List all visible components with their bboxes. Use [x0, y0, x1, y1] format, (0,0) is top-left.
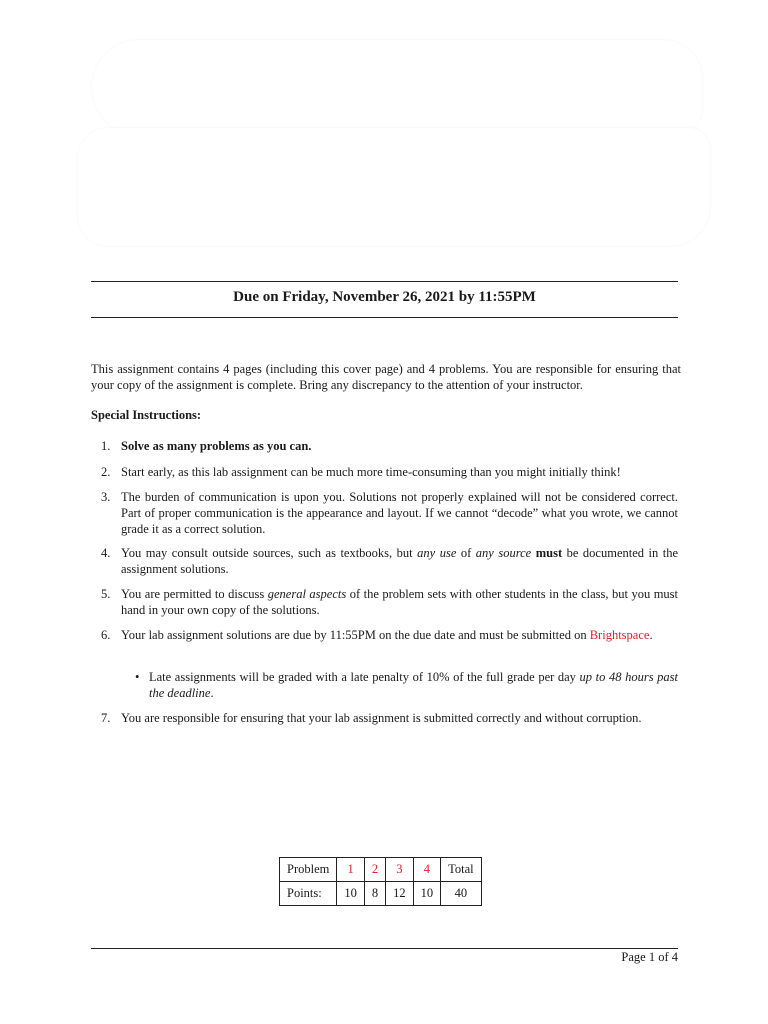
- instruction-item: [101, 438, 678, 454]
- special-instructions-heading: Special Instructions:: [91, 408, 202, 422]
- item-text: Start early, as this lab assignment can be much more time-consuming than you might initially think!: [121, 465, 621, 479]
- item-text: You are permitted to discuss general aspects of the problem sets with other students in the class, but you must hand in your own copy of the solutions.: [121, 587, 679, 617]
- redacted-region: [92, 40, 702, 136]
- item-number: 6.: [101, 628, 111, 642]
- table-header-label: Problem: [280, 858, 337, 882]
- item-text: The burden of communication is upon you. Solutions not properly explained will not be considered correct. Part of proper communication is the appearance and layout. If we cannot “decode” what you wrote, we cannot grade it as a correct solution.: [121, 490, 678, 536]
- bullet-text: Late assignments will be graded with a late penalty of 10% of the full grade per day up to 48 hours past the deadline.: [149, 670, 678, 700]
- instruction-item: [101, 489, 678, 537]
- bottom-rule: [91, 317, 678, 318]
- item-text: You are responsible for ensuring that your lab assignment is submitted correctly and without corruption.: [121, 711, 642, 725]
- instruction-item: [101, 627, 678, 643]
- item-text: Solve as many problems as you can.: [121, 439, 312, 453]
- item-number: 7.: [101, 711, 111, 725]
- late-policy-bullet: [135, 669, 678, 701]
- item-number: 1.: [101, 439, 111, 453]
- bullet-icon: •: [135, 670, 140, 684]
- item-text: Your lab assignment solutions are due by 11:55PM on the due date and must be submitted on Brightspace.: [121, 628, 653, 642]
- redacted-region: [78, 128, 710, 246]
- item-number: 3.: [101, 490, 111, 504]
- footer-rule: [91, 948, 678, 949]
- problem-link[interactable]: 1: [337, 858, 365, 882]
- item-number: 5.: [101, 587, 111, 601]
- item-text: You may consult outside sources, such as textbooks, but any use of any source must be documented in the assignment solutions.: [121, 546, 679, 576]
- due-date: Due on Friday, November 26, 2021 by 11:55PM: [233, 289, 536, 305]
- brightspace-link[interactable]: Brightspace: [589, 628, 650, 642]
- points-cell: 10: [337, 882, 365, 906]
- points-table: [279, 857, 482, 906]
- total-points: 40: [441, 882, 482, 906]
- problem-link[interactable]: 4: [413, 858, 441, 882]
- total-label: Total: [441, 858, 482, 882]
- points-cell: 12: [386, 882, 414, 906]
- points-cell: 8: [364, 882, 385, 906]
- instruction-item: [101, 710, 678, 726]
- page-number: Page 1 of 4: [621, 950, 678, 964]
- top-rule: [91, 281, 678, 282]
- intro-paragraph: This assignment contains 4 pages (including this cover page) and 4 problems. You are responsible for ensuring that your copy of the assignment is complete. Bring any discrepancy to the attention of your instructor.: [91, 362, 681, 392]
- item-number: 4.: [101, 546, 111, 560]
- problem-link[interactable]: 2: [364, 858, 385, 882]
- table-row: [280, 858, 482, 882]
- instruction-item: [101, 586, 679, 618]
- instruction-item: [101, 545, 679, 577]
- points-label: Points:: [280, 882, 337, 906]
- table-row: [280, 882, 482, 906]
- problem-link[interactable]: 3: [386, 858, 414, 882]
- instruction-item: [101, 464, 678, 480]
- item-number: 2.: [101, 465, 111, 479]
- points-cell: 10: [413, 882, 441, 906]
